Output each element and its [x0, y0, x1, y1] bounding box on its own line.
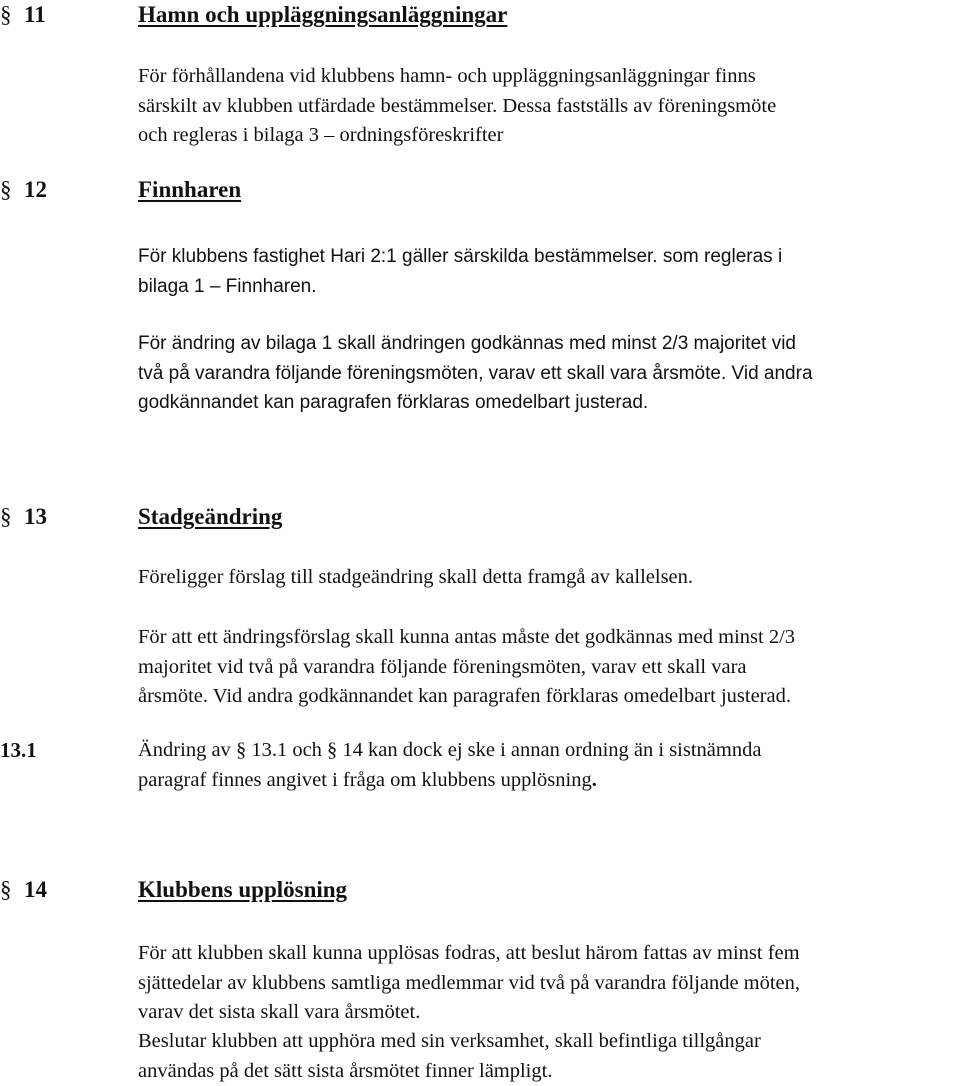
- section-symbol: §: [0, 177, 12, 202]
- subsection-13-1-body: [138, 736, 960, 795]
- section-12-paragraph-2: [138, 329, 960, 418]
- text-line: För klubbens fastighet Hari 2:1 gäller särskilda bestämmelser. som regleras i: [138, 246, 783, 267]
- text-line: varav det sista skall vara årsmötet.: [138, 1001, 421, 1023]
- section-12-paragraph-1: [138, 242, 960, 301]
- section-14-paragraph-2: [138, 1027, 960, 1086]
- text-fragment: paragraf finnes angivet i fråga om klubbens upplösning: [138, 768, 592, 791]
- section-title: Stadgeändring: [138, 504, 283, 529]
- text-line: [138, 766, 960, 796]
- section-12-heading: [0, 175, 242, 205]
- section-11-heading: [0, 0, 508, 30]
- text-line: sjättedelar av klubbens samtliga medlemmar vid två på varandra följande möten,: [138, 971, 801, 994]
- text-line: Föreligger förslag till stadgeändring skall detta framgå av kallelsen.: [138, 566, 694, 588]
- section-title: Hamn och uppläggningsanläggningar: [138, 2, 508, 27]
- text-line: två på varandra följande föreningsmöten, varav ett skall vara årsmöte. Vid andra: [138, 362, 813, 384]
- text-fragment: 14 kan dock ej ske i annan ordning än i sistnämnda: [337, 739, 762, 761]
- section-title: Finnharen: [138, 177, 242, 202]
- section-symbol: §: [0, 2, 12, 27]
- text-line: majoritet vid två på varandra följande föreningsmöten, varav ett skall vara: [138, 655, 747, 678]
- text-line: För ändring av bilaga 1 skall ändringen godkännas med minst 2/3 majoritet vid: [138, 333, 796, 354]
- section-number: 14: [24, 877, 47, 902]
- text-fragment: Ändring av: [138, 739, 236, 761]
- text-line: användas på det sätt sista årsmötet finner lämpligt.: [138, 1059, 553, 1082]
- section-13-paragraph-1: [138, 563, 960, 593]
- text-line: [138, 736, 960, 766]
- text-fragment: .: [591, 768, 597, 791]
- section-14-paragraph-1: [138, 939, 960, 1028]
- text-line: och regleras i bilaga 3 – ordningsföreskrifter: [138, 124, 504, 146]
- section-symbol: §: [327, 739, 338, 761]
- text-line: För att klubben skall kunna upplösas fodras, att beslut härom fattas av minst fem: [138, 942, 800, 964]
- section-title: Klubbens upplösning: [138, 877, 348, 902]
- text-line: För att ett ändringsförslag skall kunna antas måste det godkännas med minst 2/3: [138, 626, 796, 648]
- text-line: godkännandet kan paragrafen förklaras omedelbart justerad.: [138, 392, 649, 413]
- section-number: 13: [24, 504, 47, 529]
- section-symbol: §: [0, 504, 12, 529]
- section-13-paragraph-2: [138, 623, 960, 712]
- section-14-heading: [0, 875, 348, 905]
- text-line: För förhållandena vid klubbens hamn- och uppläggningsanläggningar finns: [138, 65, 756, 87]
- text-line: Beslutar klubben att upphöra med sin verksamhet, skall befintliga tillgångar: [138, 1030, 761, 1052]
- section-13-heading: [0, 502, 283, 532]
- text-fragment: 13.1 och: [246, 739, 328, 761]
- section-symbol: §: [0, 877, 12, 902]
- subsection-13-1-label: 13.1: [0, 738, 37, 762]
- section-number: 12: [24, 177, 47, 202]
- section-number: 11: [24, 2, 46, 27]
- text-line: särskilt av klubben utfärdade bestämmelser. Dessa fastställs av föreningsmöte: [138, 94, 777, 117]
- section-symbol: §: [235, 739, 247, 761]
- text-line: årsmöte. Vid andra godkännandet kan paragrafen förklaras omedelbart justerad.: [138, 685, 791, 707]
- section-11-body: [138, 62, 960, 151]
- text-line: bilaga 1 – Finnharen.: [138, 275, 317, 297]
